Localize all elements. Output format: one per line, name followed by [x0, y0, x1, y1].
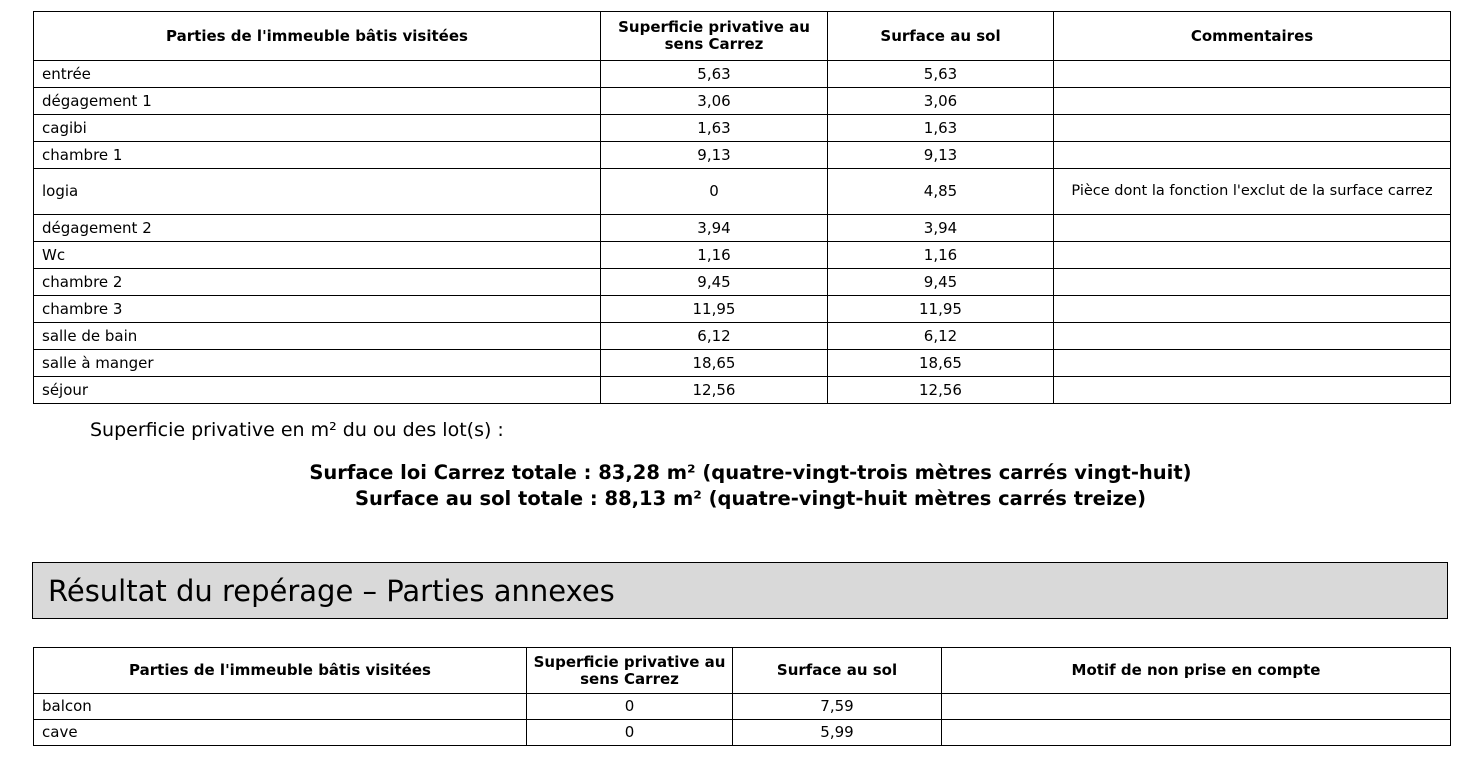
room-name: cagibi: [34, 115, 601, 142]
room-name: entrée: [34, 61, 601, 88]
totals-block: [33, 460, 1462, 512]
table-row: [34, 377, 1451, 404]
room-name: dégagement 1: [34, 88, 601, 115]
comment: [1054, 61, 1451, 88]
carrez-value: 9,45: [601, 269, 828, 296]
room-name: balcon: [34, 694, 527, 720]
table-row: [34, 269, 1451, 296]
sol-value: 5,99: [733, 720, 942, 746]
carrez-value: 0: [527, 694, 733, 720]
sol-value: 12,56: [828, 377, 1054, 404]
table-row: [34, 242, 1451, 269]
table-row: [34, 115, 1451, 142]
table-row: [34, 61, 1451, 88]
room-name: séjour: [34, 377, 601, 404]
table-header-row: [34, 648, 1451, 694]
carrez-value: 5,63: [601, 61, 828, 88]
header-carrez: Superficie privative au sens Carrez: [601, 12, 828, 61]
sol-value: 4,85: [828, 169, 1054, 215]
sol-total: Surface au sol totale : 88,13 m² (quatre-vingt-huit mètres carrés treize): [354, 487, 1147, 510]
carrez-total: Surface loi Carrez totale : 83,28 m² (quatre-vingt-trois mètres carrés vingt-huit): [309, 461, 1192, 484]
table-row: [34, 323, 1451, 350]
table-row: [34, 169, 1451, 215]
room-name: cave: [34, 720, 527, 746]
carrez-value: 3,94: [601, 215, 828, 242]
table-row: [34, 694, 1451, 720]
sol-value: 6,12: [828, 323, 1054, 350]
comment: [1054, 115, 1451, 142]
table-row: [34, 88, 1451, 115]
carrez-value: 18,65: [601, 350, 828, 377]
carrez-value: 1,16: [601, 242, 828, 269]
comment: [1054, 269, 1451, 296]
sol-value: 3,06: [828, 88, 1054, 115]
header-motif: Motif de non prise en compte: [942, 648, 1451, 694]
sol-value: 9,13: [828, 142, 1054, 169]
carrez-value: 0: [601, 169, 828, 215]
sol-value: 1,16: [828, 242, 1054, 269]
table-row: [34, 142, 1451, 169]
comment: [1054, 88, 1451, 115]
room-name: salle à manger: [34, 350, 601, 377]
comment: [1054, 296, 1451, 323]
sol-value: 9,45: [828, 269, 1054, 296]
sol-value: 7,59: [733, 694, 942, 720]
comment: [1054, 242, 1451, 269]
sol-value: 18,65: [828, 350, 1054, 377]
room-name: logia: [34, 169, 601, 215]
header-sol: Surface au sol: [733, 648, 942, 694]
sol-value: 11,95: [828, 296, 1054, 323]
comment: [1054, 142, 1451, 169]
table-row: [34, 350, 1451, 377]
comment: [1054, 323, 1451, 350]
room-name: Wc: [34, 242, 601, 269]
table-header-row: [34, 12, 1451, 61]
carrez-value: 9,13: [601, 142, 828, 169]
table-row: [34, 720, 1451, 746]
annex-table: [33, 647, 1451, 746]
comment: [1054, 215, 1451, 242]
carrez-value: 1,63: [601, 115, 828, 142]
sol-value: 3,94: [828, 215, 1054, 242]
comment: Pièce dont la fonction l'exclut de la surface carrez: [1054, 169, 1451, 215]
carrez-value: 3,06: [601, 88, 828, 115]
sol-value: 5,63: [828, 61, 1054, 88]
header-carrez: Superficie privative au sens Carrez: [527, 648, 733, 694]
carrez-value: 0: [527, 720, 733, 746]
surface-table: [33, 11, 1451, 404]
header-parties: Parties de l'immeuble bâtis visitées: [34, 12, 601, 61]
header-sol: Surface au sol: [828, 12, 1054, 61]
room-name: dégagement 2: [34, 215, 601, 242]
room-name: chambre 2: [34, 269, 601, 296]
comment: [1054, 350, 1451, 377]
header-commentaires: Commentaires: [1054, 12, 1451, 61]
motif: [942, 694, 1451, 720]
room-name: chambre 1: [34, 142, 601, 169]
lot-surface-label: Superficie privative en m² du ou des lot(s) :: [90, 419, 504, 441]
carrez-value: 6,12: [601, 323, 828, 350]
carrez-value: 11,95: [601, 296, 828, 323]
motif: [942, 720, 1451, 746]
room-name: salle de bain: [34, 323, 601, 350]
sol-value: 1,63: [828, 115, 1054, 142]
table-row: [34, 215, 1451, 242]
room-name: chambre 3: [34, 296, 601, 323]
section-title: Résultat du repérage – Parties annexes: [32, 562, 1448, 619]
table-row: [34, 296, 1451, 323]
carrez-value: 12,56: [601, 377, 828, 404]
comment: [1054, 377, 1451, 404]
header-parties: Parties de l'immeuble bâtis visitées: [34, 648, 527, 694]
